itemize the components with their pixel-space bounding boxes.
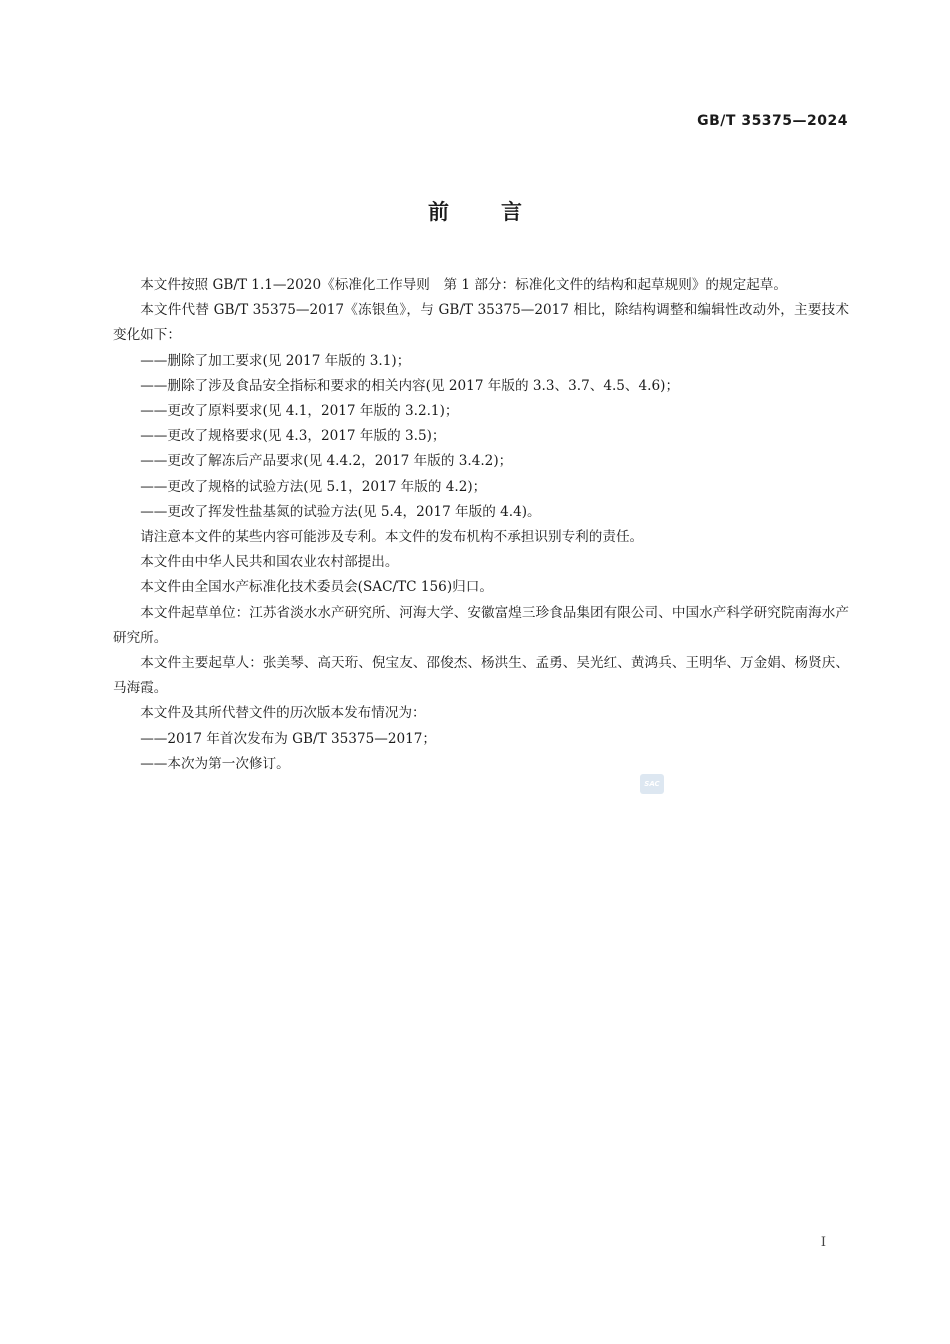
- change-item: ——更改了规格要求(见 4.3，2017 年版的 3.5)；: [140, 428, 446, 445]
- change-item: ——删除了加工要求(见 2017 年版的 3.1)；: [140, 352, 411, 369]
- paragraph-drafting-rules: 本文件按照 GB/T 1.1—2020《标准化工作导则 第 1 部分：标准化文件的结构和起草规则》的规定起草。: [140, 277, 787, 293]
- paragraph-drafting-units: 本文件起草单位：江苏省淡水水产研究所、河海大学、安徽富煌三珍食品集团有限公司、中国水产科学研究院南海水产研究所。: [113, 604, 849, 646]
- history-item: ——2017 年首次发布为 GB/T 35375—2017；: [140, 730, 437, 747]
- change-item: ——更改了挥发性盐基氮的试验方法(见 5.4，2017 年版的 4.4)。: [140, 503, 541, 520]
- change-item: ——更改了原料要求(见 4.1，2017 年版的 3.2.1)；: [140, 403, 459, 420]
- paragraph-history-intro: 本文件及其所代替文件的历次版本发布情况为：: [140, 705, 426, 722]
- change-item: ——更改了规格的试验方法(见 5.1，2017 年版的 4.2)；: [140, 478, 487, 495]
- document-body: [113, 273, 849, 777]
- sac-watermark: SAC: [640, 774, 664, 794]
- page-title: 前言: [428, 200, 574, 224]
- paragraph-replacement: 本文件代替 GB/T 35375—2017《冻银鱼》，与 GB/T 35375—2017 相比，除结构调整和编辑性改动外，主要技术变化如下：: [113, 302, 849, 344]
- history-item: ——本次为第一次修订。: [140, 755, 290, 772]
- paragraph-drafters: 本文件主要起草人：张美琴、高天珩、倪宝友、邵俊杰、杨洪生、孟勇、吴光红、黄鸿兵、王明华、万金娟、杨贤庆、马海霞。: [113, 655, 849, 697]
- page-number: I: [820, 1235, 826, 1250]
- paragraph-proposer: 本文件由中华人民共和国农业农村部提出。: [140, 554, 399, 571]
- paragraph-committee: 本文件由全国水产标准化技术委员会(SAC/TC 156)归口。: [140, 579, 493, 596]
- paragraph-patent-notice: 请注意本文件的某些内容可能涉及专利。本文件的发布机构不承担识别专利的责任。: [140, 529, 644, 546]
- change-item: ——删除了涉及食品安全指标和要求的相关内容(见 2017 年版的 3.3、3.7、4.5、4.6)；: [140, 377, 680, 394]
- standard-number: GB/T 35375—2024: [697, 113, 848, 129]
- change-item: ——更改了解冻后产品要求(见 4.4.2，2017 年版的 3.4.2)；: [140, 453, 513, 470]
